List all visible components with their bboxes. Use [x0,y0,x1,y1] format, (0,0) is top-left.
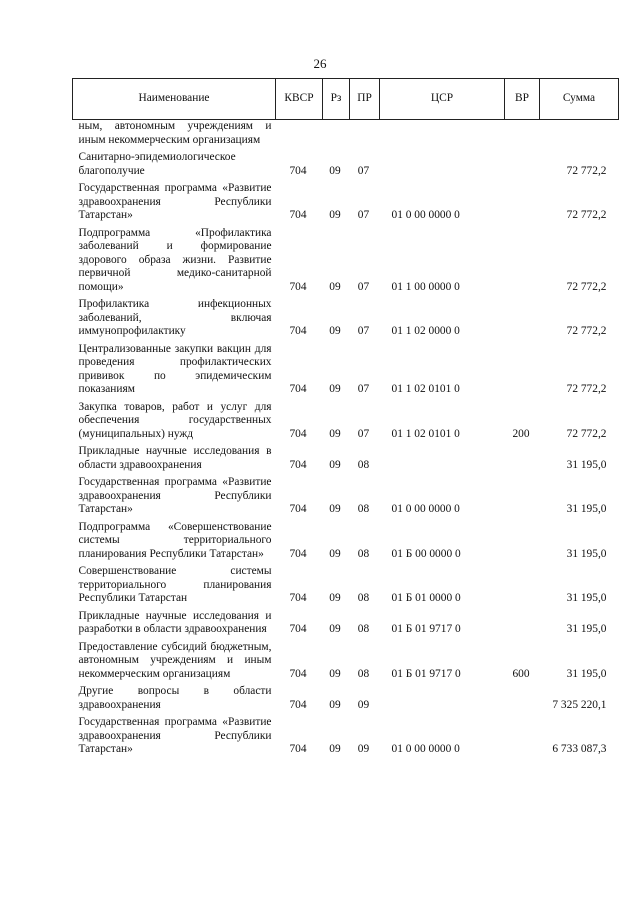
table-row [73,120,619,152]
table-row [73,151,619,182]
row-sum [540,120,619,152]
row-kvsr: 704 [289,698,307,711]
row-vr [505,227,540,299]
row-csr: 01 1 02 0000 0 [391,325,460,337]
row-sum: 31 195,0 [566,458,607,471]
row-vr [505,716,540,761]
row-pr: 08 [357,592,370,604]
table-row [73,343,619,401]
row-name: Государственная программа «Развитие здравоохранения Республики Татарстан» [78,716,272,755]
row-csr: 01 Б 01 0000 0 [391,592,461,604]
row-kvsr: 704 [289,458,307,471]
row-sum: 31 195,0 [566,503,607,515]
row-vr [505,151,540,182]
row-sum: 72 772,2 [566,280,607,293]
table-row [73,182,619,227]
row-name: Санитарно-эпидемиологическое благополучие [78,151,236,177]
row-name: Другие вопросы в области здравоохранения [78,685,272,711]
row-kvsr: 704 [289,667,307,680]
row-sum: 31 195,0 [566,547,607,560]
header-csr: ЦСР [380,79,505,120]
row-csr: 01 Б 01 9717 0 [391,623,461,635]
row-vr: 200 [512,427,530,440]
row-pr: 07 [357,325,370,337]
table-row [73,401,619,446]
row-vr [505,182,540,227]
row-name: Предоставление субсидий бюджетным, автономным учреждениям и иным некоммерческим организациям [78,640,272,680]
row-pr [350,120,380,152]
table-row [73,445,619,476]
row-rz: 09 [329,209,341,221]
row-csr [380,151,505,182]
page-number: 26 [313,56,327,71]
row-vr: 600 [512,667,530,680]
row-kvsr: 704 [289,743,307,755]
row-csr [380,445,505,476]
row-sum: 31 195,0 [566,623,607,635]
row-rz: 09 [329,427,341,440]
table-row [73,685,619,716]
row-kvsr: 704 [289,592,307,604]
row-csr [380,685,505,716]
row-kvsr: 704 [289,503,307,515]
header-sum: Сумма [540,79,619,120]
row-csr: 01 1 00 0000 0 [391,280,460,293]
row-rz: 09 [329,623,341,635]
row-rz: 09 [329,383,341,395]
row-kvsr: 704 [289,280,307,293]
table-row [73,227,619,299]
row-name: Совершенствование системы территориального планирования Республики Татарстан [78,565,272,604]
row-csr: 01 0 00 0000 0 [391,743,460,755]
row-rz: 09 [329,503,341,515]
row-rz: 09 [329,458,341,471]
budget-table [72,78,619,761]
row-csr: 01 0 00 0000 0 [391,209,460,221]
table-row [73,610,619,641]
table-row [73,641,619,686]
table-row [73,476,619,521]
row-sum: 72 772,2 [566,209,607,221]
row-sum: 6 733 087,3 [552,743,607,755]
table-row [73,716,619,761]
row-csr: 01 Б 01 9717 0 [391,667,461,680]
row-sum: 31 195,0 [566,592,607,604]
row-vr [505,685,540,716]
row-sum: 72 772,2 [566,427,607,440]
row-vr [505,476,540,521]
row-name: Профилактика инфекционных заболеваний, включая иммунопрофилактику [78,298,272,337]
row-vr [505,343,540,401]
row-name: Подпрограмма «Профилактика заболеваний и формирование здорового образа жизни. Развитие первичной медико-санитарной помощи» [78,226,272,293]
row-pr: 07 [357,427,370,440]
row-kvsr: 704 [289,383,307,395]
row-sum: 72 772,2 [566,325,607,337]
row-vr [505,120,540,152]
row-kvsr: 704 [289,427,307,440]
table-header [73,79,619,120]
row-rz: 09 [329,280,341,293]
table-body [73,120,619,761]
row-pr: 07 [357,280,370,293]
header-pr: ПР [350,79,380,120]
row-name: Закупка товаров, работ и услуг для обеспечения государственных (муниципальных) нужд [78,400,272,440]
row-vr [505,610,540,641]
row-vr [505,521,540,566]
table-row [73,298,619,343]
row-sum: 7 325 220,1 [552,698,607,711]
row-pr: 08 [357,458,370,471]
row-name: Подпрограмма «Совершенствование системы территориального планирования Республики Татарстан» [78,520,272,560]
row-kvsr: 704 [289,325,307,337]
row-csr: 01 1 02 0101 0 [391,427,460,440]
table-row [73,565,619,610]
row-sum: 31 195,0 [566,667,607,680]
row-csr [380,120,505,152]
row-rz: 09 [329,164,341,177]
header-vr: ВР [505,79,540,120]
row-name: Государственная программа «Развитие здравоохранения Республики Татарстан» [78,476,272,515]
row-pr: 07 [357,383,370,395]
row-kvsr: 704 [289,547,307,560]
row-pr: 08 [357,623,370,635]
row-csr: 01 1 02 0101 0 [391,383,460,395]
row-pr: 09 [357,698,370,711]
row-pr: 08 [357,503,370,515]
header-kvsr: КВСР [276,79,323,120]
row-rz: 09 [329,592,341,604]
row-pr: 08 [357,667,370,680]
row-csr: 01 Б 00 0000 0 [391,547,461,560]
header-rz: Рз [323,79,350,120]
row-sum: 72 772,2 [566,164,607,177]
row-rz: 09 [329,547,341,560]
row-sum: 72 772,2 [566,383,607,395]
row-name: Прикладные научные исследования в области здравоохранения [78,445,272,471]
header-name: Наименование [73,79,276,120]
row-kvsr: 704 [289,164,307,177]
row-kvsr: 704 [289,623,307,635]
row-name: Централизованные закупки вакцин для проведения профилактических прививок по эпидемическим показаниям [78,342,272,395]
row-csr: 01 0 00 0000 0 [391,503,460,515]
row-rz: 09 [329,743,341,755]
row-name: Прикладные научные исследования и разработки в области здравоохранения [78,609,272,635]
row-rz [323,120,350,152]
row-vr [505,565,540,610]
row-pr: 08 [357,547,370,560]
row-kvsr [276,120,323,152]
row-name: Государственная программа «Развитие здравоохранения Республики Татарстан» [78,182,272,221]
row-vr [505,445,540,476]
row-rz: 09 [329,325,341,337]
row-rz: 09 [329,698,341,711]
row-pr: 07 [357,164,370,177]
table-row [73,521,619,566]
row-kvsr: 704 [289,209,307,221]
row-pr: 09 [357,743,370,755]
row-rz: 09 [329,667,341,680]
row-vr [505,298,540,343]
row-pr: 07 [357,209,370,221]
row-name: ным, автономным учреждениям и иным некоммерческим организациям [78,120,272,146]
